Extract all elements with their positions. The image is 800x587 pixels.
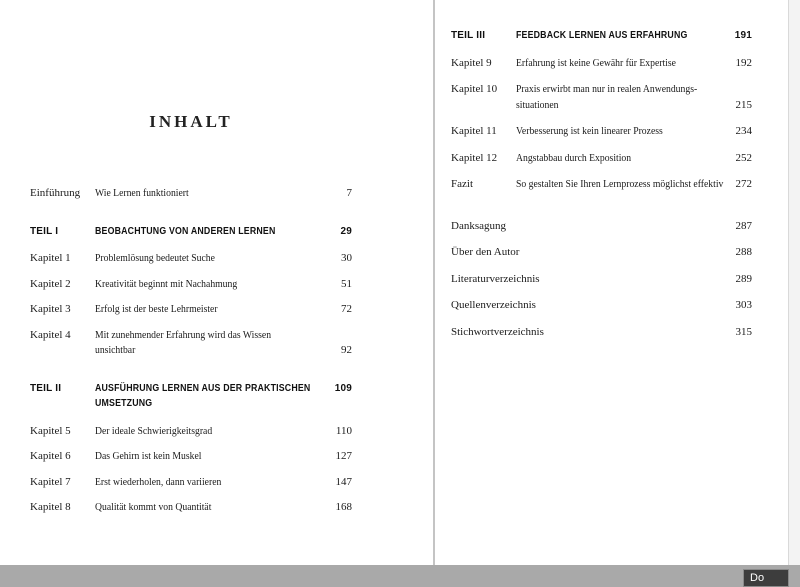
entry-title: Über den Autor xyxy=(451,246,520,258)
entry-label: TEIL II xyxy=(30,382,62,394)
entry-page-number: 147 xyxy=(335,475,352,488)
toc-page-right xyxy=(435,0,788,565)
entry-title: Mit zunehmender Erfahrung wird das Wissen unsichtbar xyxy=(95,328,272,356)
entry-page-number: 234 xyxy=(735,125,752,137)
entry-label: Einführung xyxy=(30,187,81,199)
entry-title: Problemlösung bedeutet Suche xyxy=(95,252,215,264)
entry-page-number: 191 xyxy=(734,30,752,41)
entry-page-number: 289 xyxy=(735,272,752,285)
backmatter-entry xyxy=(451,298,752,314)
entry-title: Stichwortverzeichnis xyxy=(451,325,544,338)
entry-title: So gestalten Sie Ihren Lernprozess möglichst effektiv xyxy=(516,178,724,190)
entry-label: Kapitel 6 xyxy=(30,450,71,462)
entry-page-number: 272 xyxy=(735,178,752,190)
toc-entry xyxy=(451,151,752,167)
toc-entry xyxy=(30,449,352,465)
backmatter-entry xyxy=(451,245,752,261)
backmatter-entry xyxy=(451,219,752,235)
entry-title: Das Gehirn ist kein Muskel xyxy=(95,450,202,462)
toc-entry xyxy=(30,475,352,491)
toc-entry xyxy=(30,186,352,202)
entry-page-number: 29 xyxy=(340,225,352,237)
entry-title: Praxis erwirbt man nur in realen Anwendungs- situationen xyxy=(516,83,698,111)
backmatter-entry xyxy=(451,325,752,341)
toc-entry xyxy=(30,277,352,293)
toc-entry xyxy=(451,124,752,140)
scrollbar-track[interactable] xyxy=(788,0,800,565)
backmatter-entry xyxy=(451,272,752,288)
toc-part-entry xyxy=(451,28,752,44)
entry-label: Fazit xyxy=(451,178,473,190)
entry-label: Kapitel 1 xyxy=(30,252,71,264)
entry-title: Verbesserung ist kein linearer Prozess xyxy=(516,125,663,137)
download-tooltip: Do xyxy=(743,569,789,587)
toc-entry xyxy=(30,500,352,516)
toc-entry xyxy=(30,424,352,440)
backmatter-list xyxy=(451,219,752,341)
entry-page-number: 72 xyxy=(341,303,352,315)
entry-label: Kapitel 5 xyxy=(30,424,71,437)
entry-title: Erfahrung ist keine Gewähr für Expertise xyxy=(516,56,676,69)
entry-title: Erst wiederholen, dann variieren xyxy=(95,475,222,488)
entry-title: BEOBACHTUNG VON ANDEREN LERNEN xyxy=(95,225,276,237)
entry-title: Kreativität beginnt mit Nachahmung xyxy=(95,277,238,290)
entry-page-number: 7 xyxy=(346,187,352,199)
toc-list-right xyxy=(451,28,752,193)
toc-entry xyxy=(30,302,352,318)
entry-page-number: 127 xyxy=(335,450,352,462)
entry-label: Kapitel 8 xyxy=(30,501,71,513)
entry-page-number: 51 xyxy=(341,277,352,290)
entry-page-number: 288 xyxy=(735,246,752,258)
entry-title: Literaturverzeichnis xyxy=(451,272,540,285)
entry-label: Kapitel 9 xyxy=(451,56,492,69)
entry-page-number: 303 xyxy=(735,299,752,311)
entry-title: Danksagung xyxy=(451,219,506,232)
entry-title: FEEDBACK LERNEN AUS ERFAHRUNG xyxy=(516,30,688,41)
entry-label: Kapitel 2 xyxy=(30,277,71,290)
entry-label: Kapitel 12 xyxy=(451,151,498,164)
entry-label: Kapitel 11 xyxy=(451,125,497,137)
entry-page-number: 30 xyxy=(341,252,352,264)
entry-title: AUSFÜHRUNG LERNEN AUS DER PRAKTISCHEN UMSETZUNG xyxy=(95,382,311,409)
entry-title: Quellenverzeichnis xyxy=(451,299,536,311)
entry-page-number: 110 xyxy=(335,424,352,437)
toc-entry xyxy=(30,328,352,359)
viewer-bottom-bar xyxy=(0,565,800,587)
entry-page-number: 252 xyxy=(735,151,752,164)
entry-page-number: 92 xyxy=(341,344,352,356)
entry-page-number: 315 xyxy=(735,325,752,338)
entry-page-number: 109 xyxy=(334,382,352,394)
entry-title: Angstabbau durch Exposition xyxy=(516,151,632,164)
entry-label: Kapitel 7 xyxy=(30,475,71,488)
toc-entry xyxy=(451,56,752,72)
toc-part-entry xyxy=(30,381,352,412)
entry-label: Kapitel 10 xyxy=(451,83,498,95)
entry-label: TEIL III xyxy=(451,30,486,41)
entry-page-number: 287 xyxy=(735,219,752,232)
entry-title: Qualität kommt von Quantität xyxy=(95,501,212,513)
page-title: INHALT xyxy=(149,112,233,131)
entry-label: TEIL I xyxy=(30,225,59,237)
entry-label: Kapitel 3 xyxy=(30,303,71,315)
entry-page-number: 215 xyxy=(735,98,752,111)
toc-entry xyxy=(451,82,752,113)
entry-page-number: 168 xyxy=(335,501,352,513)
entry-title: Der ideale Schwierigkeitsgrad xyxy=(95,424,213,437)
entry-title: Wie Lernen funktioniert xyxy=(95,187,189,199)
entry-page-number: 192 xyxy=(735,56,752,69)
toc-entry xyxy=(30,251,352,267)
toc-part-entry xyxy=(30,224,352,240)
entry-title: Erfolg ist der beste Lehrmeister xyxy=(95,303,218,315)
entry-label: Kapitel 4 xyxy=(30,328,71,341)
toc-entry xyxy=(451,177,752,193)
toc-list-left xyxy=(30,186,352,516)
